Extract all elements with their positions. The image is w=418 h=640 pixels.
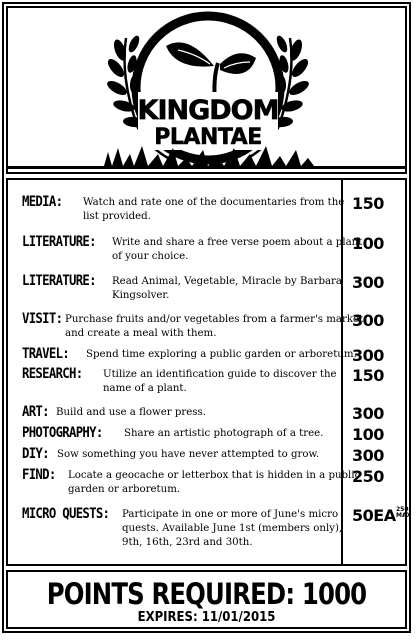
challenge-description-line: Kingsolver.: [112, 290, 170, 301]
challenge-points: 300: [352, 346, 384, 365]
challenge-description-line: garden or arboretum.: [68, 484, 181, 495]
challenge-points: 300: [352, 404, 384, 423]
challenge-description-line: Spend time exploring a public garden or arboretum.: [86, 349, 357, 360]
challenge-points: 300: [352, 446, 384, 465]
expiration-date: EXPIRES: 11/01/2015: [137, 610, 276, 625]
challenge-description-line: of your choice.: [112, 251, 189, 262]
kingdom-plantae-logo: [8, 8, 407, 174]
logo-title-line1: KINGDOM: [137, 95, 279, 126]
challenge-category: VISIT:: [22, 311, 63, 327]
challenge-points: 300: [352, 311, 384, 330]
challenge-description-line: 9th, 16th, 23rd and 30th.: [122, 537, 253, 548]
footer-panel: [6, 570, 407, 629]
points-note-label: MAX: [396, 512, 412, 519]
challenge-description-line: Watch and rate one of the documentaries from the: [83, 197, 345, 208]
challenge-description-line: Write and share a free verse poem about a plant: [112, 237, 363, 248]
challenge-description-line: [112, 275, 342, 289]
challenge-points: 250: [352, 467, 384, 486]
challenge-description-line: quests. Available June 1st (members only),: [122, 523, 343, 534]
challenge-description-line: name of a plant.: [103, 383, 187, 394]
challenge-description-line: list provided.: [83, 211, 151, 222]
challenge-category: MEDIA:: [22, 194, 63, 210]
challenge-description-line: Locate a geocache or letterbox that is hidden in a public: [68, 470, 361, 481]
challenge-category: LITERATURE:: [22, 234, 96, 250]
challenge-category: RESEARCH:: [22, 366, 83, 382]
points-required: POINTS REQUIRED: 1000: [46, 577, 367, 611]
challenge-category: MICRO QUESTS:: [22, 506, 110, 522]
challenge-description-line: Share an artistic photograph of a tree.: [124, 428, 324, 439]
challenge-category: FIND:: [22, 467, 56, 483]
logo-title-line2: PLANTAE: [154, 125, 262, 150]
challenge-category: DIY:: [22, 446, 49, 462]
challenge-description-line: Participate in one or more of June's micro: [122, 509, 339, 520]
points-note-value: 250: [396, 506, 409, 513]
challenge-points: 100: [352, 425, 384, 444]
challenge-description-line: Sow something you have never attempted to grow.: [57, 449, 320, 460]
challenge-category: TRAVEL:: [22, 346, 69, 362]
challenge-points: 150: [352, 366, 384, 385]
challenge-description-line: Build and use a flower press.: [56, 407, 206, 418]
challenge-points: 150: [352, 194, 384, 213]
challenge-points: 300: [352, 273, 384, 292]
challenge-points: 50EA: [352, 506, 396, 525]
challenge-category: PHOTOGRAPHY:: [22, 425, 103, 441]
challenge-description-line: Read Animal, Vegetable, Miracle by Barbara: [112, 276, 342, 287]
challenge-category: LITERATURE:: [22, 273, 96, 289]
challenge-points-note: [396, 507, 410, 519]
challenge-description-line: Utilize an identification guide to discover the: [103, 369, 337, 380]
header-panel: [6, 6, 407, 174]
challenge-points: 100: [352, 234, 384, 253]
challenge-description-line: and create a meal with them.: [65, 328, 217, 339]
challenge-category: ART:: [22, 404, 49, 420]
challenge-list-panel: [6, 178, 412, 566]
challenge-description-line: Purchase fruits and/or vegetables from a farmer's market: [65, 314, 364, 325]
